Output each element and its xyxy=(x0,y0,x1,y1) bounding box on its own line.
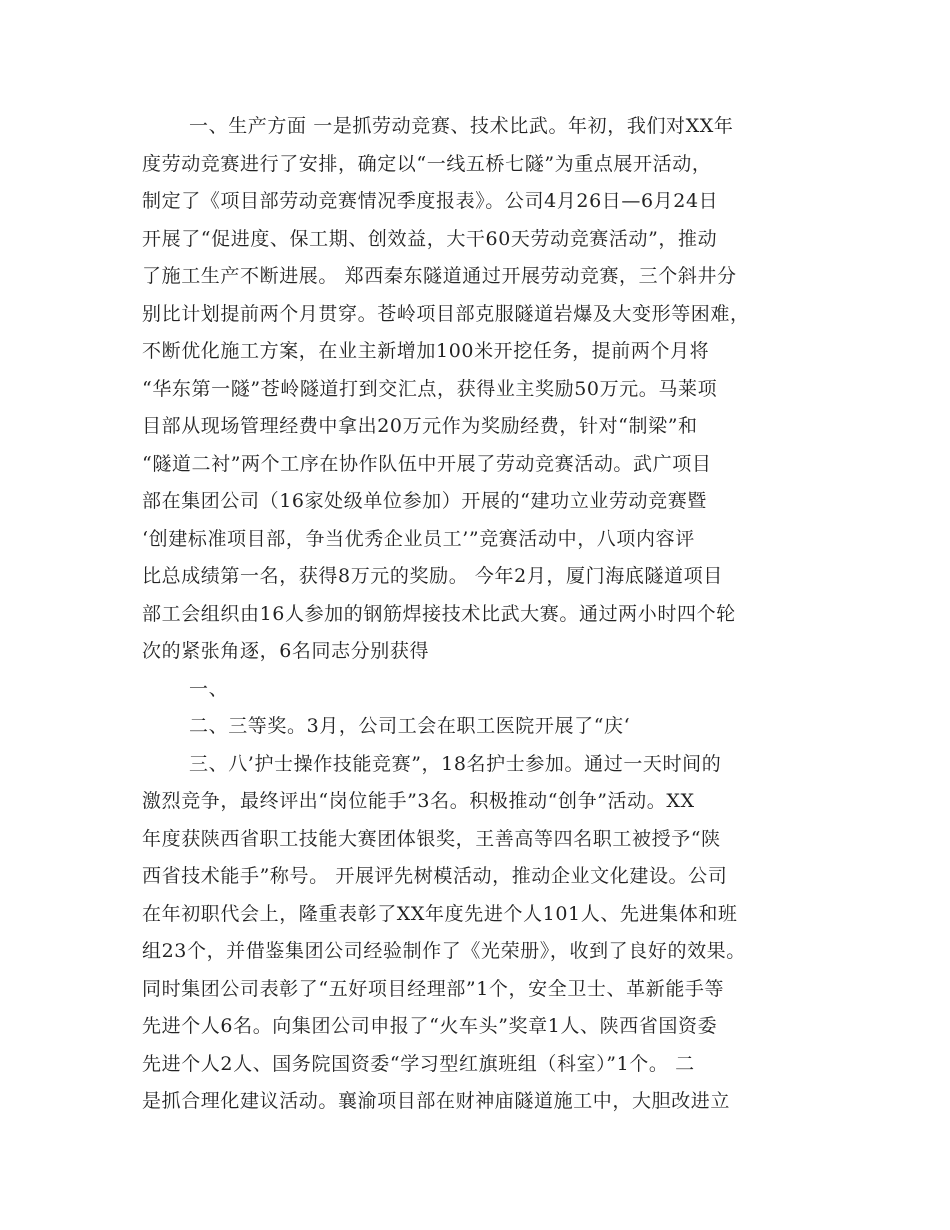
paragraph-line: 是抓合理化建议活动。襄渝项目部在财神庙隧道施工中，大胆改进立 xyxy=(142,1090,731,1112)
paragraph-line: 部在集团公司（16家处级单位参加）开展的“建功立业劳动竞赛暨 xyxy=(142,490,707,512)
paragraph-line: 不断优化施工方案，在业主新增加100米开挖任务，提前两个月将 xyxy=(142,340,710,362)
paragraph-line: 西省技术能手”称号。 开展评先树模活动，推动企业文化建设。公司 xyxy=(142,865,728,887)
paragraph-line: 比总成绩第一名，获得8万元的奖励。 今年2月，厦门海底隧道项目 xyxy=(142,565,723,587)
paragraph-line: 在年初职代会上，隆重表彰了XX年度先进个人101人、先进集体和班 xyxy=(142,902,738,925)
paragraph-line: 部工会组织由16人参加的钢筋焊接技术比武大赛。通过两小时四个轮 xyxy=(142,602,736,625)
paragraph-line: 别比计划提前两个月贯穿。苍岭项目部克服隧道岩爆及大变形等困难， xyxy=(142,302,750,325)
paragraph-line: 先进个人2人、国务院国资委“学习型红旗班组（科室）”1个。 二 xyxy=(142,1052,695,1075)
paragraph-line: 三、八’护士操作技能竞赛”，18名护士参加。通过一天时间的 xyxy=(189,752,722,775)
paragraph-line: “隧道二衬”两个工序在协作队伍中开展了劳动竞赛活动。武广项目 xyxy=(142,452,712,475)
paragraph-line: 组23个，并借鉴集团公司经验制作了《光荣册》，收到了良好的效果。 xyxy=(142,940,746,962)
paragraph-line: 了施工生产不断进展。 郑西秦东隧道通过开展劳动竞赛，三个斜井分 xyxy=(142,265,737,287)
paragraph-line: 同时集团公司表彰了“五好项目经理部”1个，安全卫士、革新能手等 xyxy=(142,977,725,1000)
paragraph-line: 次的紧张角逐，6名同志分别获得 xyxy=(142,640,430,662)
paragraph-line: 目部从现场管理经费中拿出20万元作为奖励经费，针对“制梁”和 xyxy=(142,415,698,437)
paragraph-line: 一、 xyxy=(189,677,229,700)
paragraph-line: 激烈竞争，最终评出“岗位能手”3名。积极推动“创争”活动。XX xyxy=(142,790,695,812)
paragraph-line: 开展了“促进度、保工期、创效益，大干60天劳动竞赛活动”，推动 xyxy=(142,227,718,250)
paragraph-line: 度劳动竞赛进行了安排，确定以“一线五桥七隧”为重点展开活动， xyxy=(142,152,712,175)
document-body xyxy=(142,108,822,1121)
paragraph-line: 制定了《项目部劳动竞赛情况季度报表》。公司4月26日—6月24日 xyxy=(142,190,719,212)
paragraph-line: 一、生产方面 一是抓劳动竞赛、技术比武。年初，我们对XX年 xyxy=(189,115,734,137)
paragraph-line: 二、三等奖。3月，公司工会在职工医院开展了“庆‘ xyxy=(189,715,631,737)
paragraph-line: “华东第一隧”苍岭隧道打到交汇点，获得业主奖励50万元。马莱项 xyxy=(142,377,718,400)
paragraph-line: 年度获陕西省职工技能大赛团体银奖，王善高等四名职工被授予“陕 xyxy=(142,827,721,850)
paragraph-line: ‘创建标准项目部，争当优秀企业员工’”竞赛活动中，八项内容评 xyxy=(142,527,695,550)
paragraph-line: 先进个人6名。向集团公司申报了“火车头”奖章1人、陕西省国资委 xyxy=(142,1015,718,1037)
